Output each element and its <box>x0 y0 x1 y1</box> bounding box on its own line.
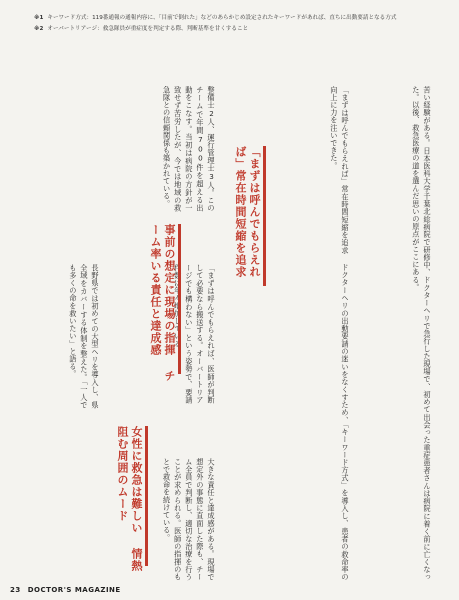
section-headline-2: 事前の想定に現場の指揮 チーム率いる責任と達成感 <box>149 224 176 382</box>
page-footer <box>10 586 125 594</box>
headline-accent-bar <box>178 224 181 374</box>
article-section-1 <box>363 86 433 581</box>
headline-accent-bar <box>145 426 148 566</box>
footnote-mark: ※1 <box>34 15 44 21</box>
footnote-2 <box>34 25 429 34</box>
footnote-1 <box>34 14 429 23</box>
article-section-5 <box>31 264 101 409</box>
footnote-mark: ※2 <box>34 26 44 32</box>
paragraph: 整備士2人、運行管理士3人。このチームで年間700件を超える出動をこなす。当初は病院の方針が一致せず苦労したが、今では地域の救急隊との信頼関係も築かれている。 <box>162 86 216 212</box>
paragraph: 「まずは呼んでもらえれば、医師が判断して必要なら搬送する。オーバートリアージでも構わない」という姿勢で、要請 <box>184 264 216 404</box>
page-number: 23 <box>10 586 21 594</box>
footnote-text: キーワード方式：119番通報の通報内容に、「目前で倒れた」などのあらかじめ設定されたキーワードがあれば、直ちに出動要請となる方式 <box>47 15 397 21</box>
article-section-3 <box>31 86 217 212</box>
section-headline-3: 女性に救急は難しい 情熱阻む周囲のムード <box>116 426 143 572</box>
paragraph: 苦い経験がある。日本医科大学千葉北総病院で研修中、ドクターヘリで急行した現場で、初めて出会った重症患者さんは病院に着く前に亡くなった。以後、救急医療の道を選んだ思いの原点がここにある。 <box>411 86 432 581</box>
section-headline-1: 「まずは呼んでもらえれば」常在時間短縮を追求 <box>234 146 261 278</box>
footnotes <box>34 14 429 36</box>
paragraph: 「まずは呼んでもらえれば」常在時間短縮を追求 ドクターヘリの出動要請の迷いをなくすため、「キーワード方式」を導入し、患者の救命率の向上に力を注いできた。 <box>329 86 350 581</box>
headline-accent-bar <box>263 146 266 286</box>
footnote-text: オーバートリアージ：救急隊員が重症度を判定する際、判断基準を甘くすること <box>47 26 249 32</box>
paragraph: 長野県では初めての大型ヘリを導入し、県全域をカバーする体制を整えた。「一人でも多くの命を救いたい」と語る。 <box>68 264 100 409</box>
article-body <box>31 86 434 581</box>
magazine-title: DOCTOR'S MAGAZINE <box>27 586 121 594</box>
paragraph: 大きな責任と達成感がある。現場で想定外の事態に直面した際も、チーム全員で判断し、適切な治療を行うことが求められる。医師の指揮のもとで救命を続けている。 <box>162 458 216 581</box>
